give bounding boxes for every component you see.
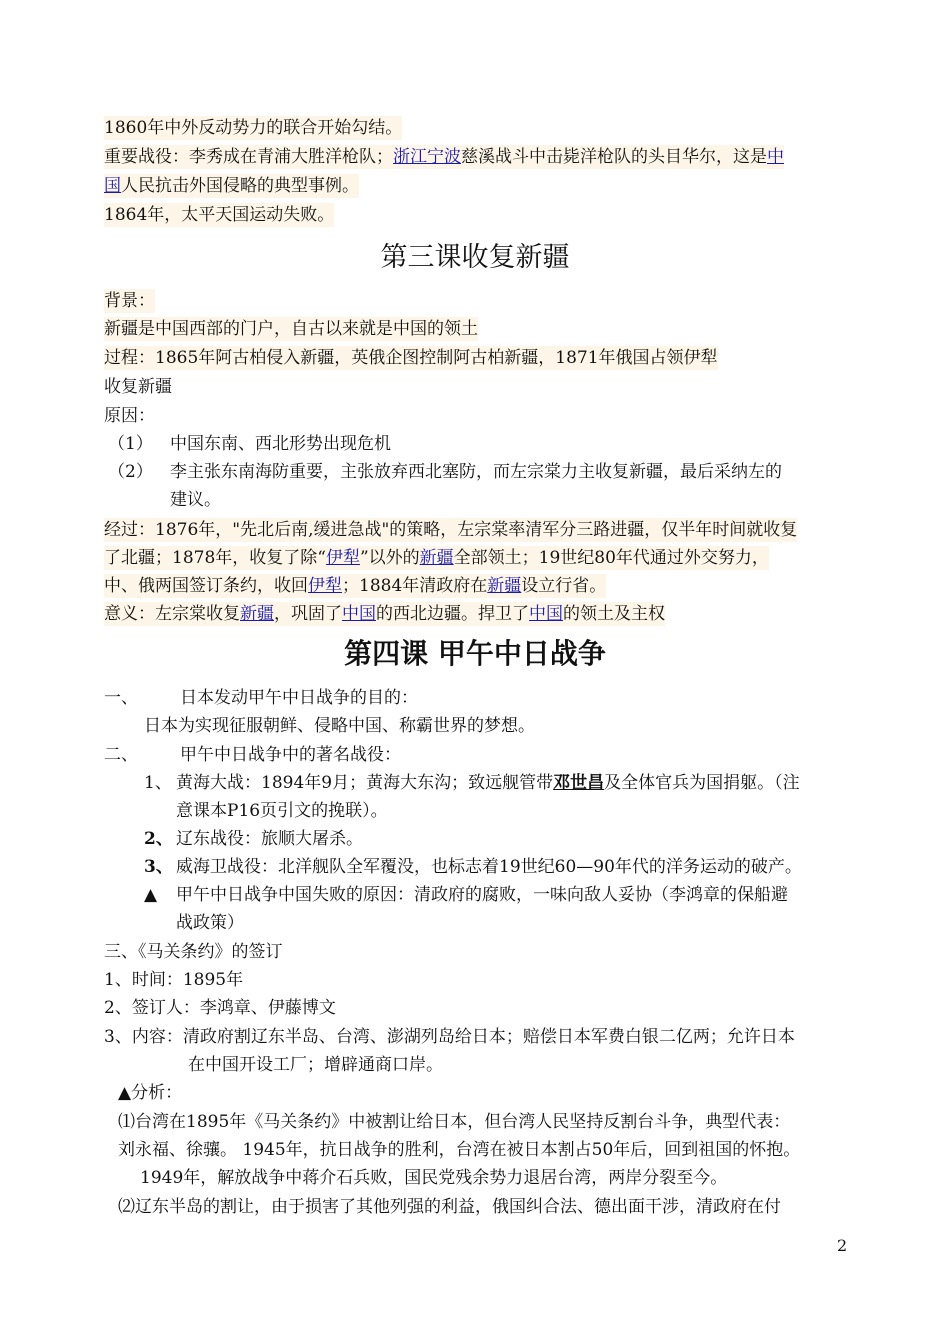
treaty-signers: 2、签订人：李鸿章、伊藤博文 [104,998,336,1018]
bg-label: 背景： [104,291,155,311]
text-span: 的领土及主权 [563,604,665,624]
section1-text: 日本为实现征服朝鲜、侵略中国、称霸世界的梦想。 [144,716,535,736]
failure-reason-text: 甲午中日战争中国失败的原因：清政府的腐败，一味向敌人妥协（李鸿章的保船避 [176,885,788,905]
treaty-content: 3、内容：清政府割辽东半岛、台湾、澎湖列岛给日本；赔偿日本军费白银二亿两；允许日本 [104,1027,795,1047]
reason1-text: 中国东南、西北形势出现危机 [170,434,391,454]
text-span: ，巩固了 [274,604,342,624]
text-span: 慈溪战斗中击毙洋枪队的头目华尔，这是 [461,147,767,167]
section1-num: 一、 [104,688,138,708]
text-span: 黄海大战：1894年9月；黄海大东沟；致远舰管带 [176,773,554,793]
treaty-content: 在中国开设工厂；增辟通商口岸。 [188,1055,443,1075]
battle3-num: 3、 [144,857,173,877]
deng-shichang-name: 邓世昌 [553,773,605,793]
analysis-text: ⑴台湾在1895年《马关条约》中被割让给日本，但台湾人民坚持反割台斗争，典型代表： [118,1112,791,1132]
section2-title: 甲午中日战争中的著名战役： [180,745,401,765]
section2-num: 二、 [104,745,138,765]
battle3-text: 威海卫战役：北洋舰队全军覆没，也标志着19世纪60—90年代的洋务运动的破产。 [176,857,802,877]
text-line [104,174,359,198]
reason1-num: （1） [108,434,153,454]
text-span: ；1884年清政府在 [342,576,488,596]
section1-title: 日本发动甲午中日战争的目的： [180,688,418,708]
analysis-text: 1949年，解放战争中蒋介石兵败，国民党残余势力退居台湾，两岸分裂至今。 [140,1168,728,1188]
text-span: 重要战役：李秀成在青浦大胜洋枪队； [104,147,393,167]
treaty-time: 1、时间：1895年 [104,970,244,990]
meaning-line [104,602,665,626]
battle1-num: 1、 [144,773,172,793]
link-china[interactable]: 中国 [529,604,563,624]
link-yili[interactable]: 伊犁 [325,548,360,568]
failure-reason-text: 战政策） [176,913,244,933]
analysis-text: 刘永福、徐骧。 1945年，抗日战争的胜利，台湾在被日本割占50年后，回到祖国的怀抱。 [118,1140,801,1160]
text-span: 人民抗击外国侵略的典型事例。 [121,176,359,196]
link-xinjiang[interactable]: 新疆 [487,576,522,596]
text-span: 全部领土；19世纪80年代通过外交努力， [453,548,769,568]
link-xinjiang[interactable]: 新疆 [419,548,454,568]
battle2-text: 辽东战役：旅顺大屠杀。 [176,829,363,849]
analysis-text: ⑵辽东半岛的割让，由于损害了其他列强的利益，俄国纠合法、德出面干涉，清政府在付 [118,1197,781,1217]
link-zhejiang-ningbo[interactable]: 浙江宁波 [393,147,461,167]
link-china[interactable]: 中 [767,147,784,167]
text-line: 1864年，太平天国运动失败。 [104,205,335,225]
text-line [104,145,784,169]
text-span: 的西北边疆。捍卫了 [376,604,529,624]
link-yili[interactable]: 伊犁 [308,576,342,596]
process-text: 过程：1865年阿古柏侵入新疆，英俄企图控制阿古柏新疆，1871年俄国占领伊犁 [104,348,718,368]
reason2-text: 建议。 [170,490,221,510]
reason-label: 原因： [104,406,155,426]
battle2-num: 2、 [144,829,173,849]
reason2-text: 李主张东南海防重要，主张放弃西北塞防，而左宗棠力主收复新疆，最后采纳左的 [170,462,782,482]
lesson3-title: 第三课收复新疆 [380,242,570,273]
text-span: ”以外的 [359,548,420,568]
recover-heading: 收复新疆 [104,377,172,397]
course-line: 经过：1876年，"先北后南,缓进急战"的策略，左宗棠率清军分三路进疆，仅半年时间就收复 [104,520,798,540]
section3-title: 三、《马关条约》的签订 [104,942,283,962]
analysis-label: ▲分析： [118,1083,183,1103]
battle1-text [176,771,800,795]
text-span: 中、俄两国签订条约，收回 [104,576,308,596]
bg-text: 新疆是中国西部的门户，自古以来就是中国的领土 [104,319,478,339]
link-xinjiang[interactable]: 新疆 [240,604,274,624]
page-number: 2 [837,1236,848,1255]
lesson4-title: 第四课 甲午中日战争 [344,637,606,670]
text-span: 意义：左宗棠收复 [104,604,240,624]
course-line [104,574,606,598]
text-line: 1860年中外反动势力的联合开始勾结。 [104,118,403,138]
link-china[interactable]: 国 [104,176,121,196]
text-span: 了北疆；1878年，收复了除“ [104,548,326,568]
reason2-num: （2） [108,462,153,482]
battle1-text: 意课本P16页引文的挽联）。 [176,801,388,821]
course-line [104,546,769,570]
text-span: 设立行省。 [521,576,607,596]
link-china[interactable]: 中国 [342,604,376,624]
text-span: 及全体官兵为国捐躯。（注 [604,773,800,793]
triangle-bullet: ▲ [144,885,158,905]
